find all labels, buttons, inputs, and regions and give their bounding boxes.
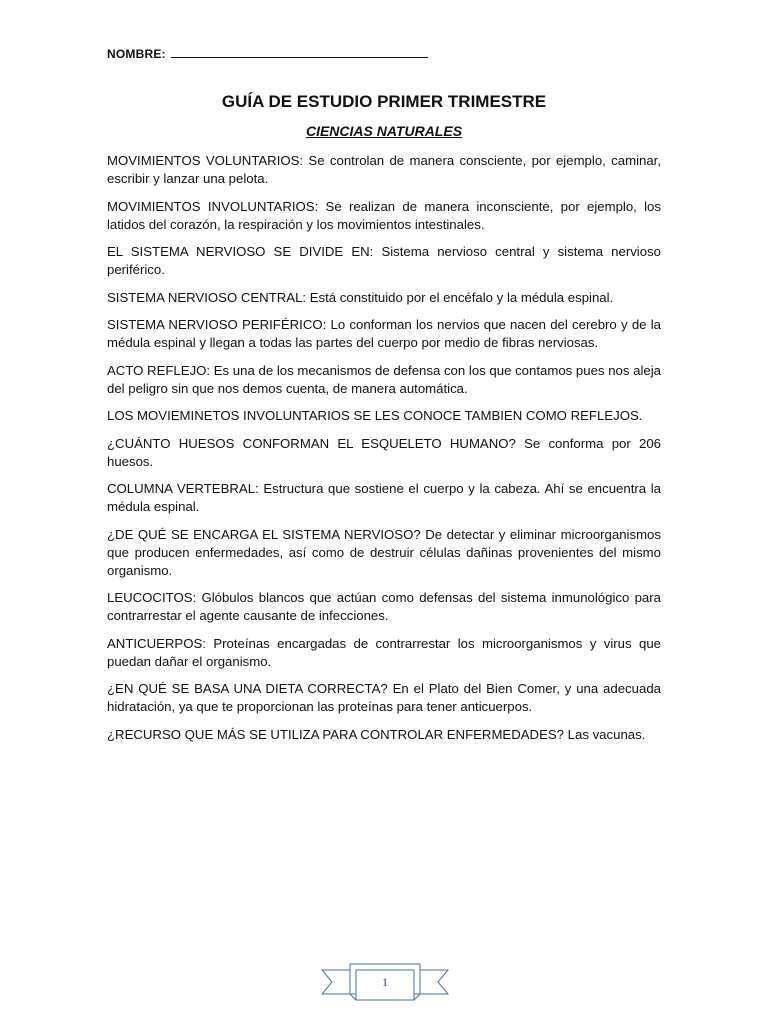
name-blank-line[interactable]: [171, 48, 428, 58]
paragraph: MOVIMIENTOS VOLUNTARIOS: Se controlan de manera consciente, por ejemplo, caminar, escribir y lanzar una pelota.: [107, 153, 661, 186]
paragraph: ¿CUÁNTO HUESOS CONFORMAN EL ESQUELETO HUMANO? Se conforma por 206 huesos.: [107, 435, 661, 469]
paragraph: SISTEMA NERVIOSO CENTRAL: Está constituido por el encéfalo y la médula espinal.: [107, 289, 614, 305]
page-number: 1: [382, 975, 388, 989]
paragraph: LOS MOVIEMINETOS INVOLUNTARIOS SE LES CONOCE TAMBIEN COMO REFLEJOS.: [107, 408, 643, 423]
paragraph: ACTO REFLEJO: Es una de los mecanismos de defensa con los que contamos pues nos aleja del peligro sin que nos demos cuenta, de manera automática.: [107, 362, 661, 396]
paragraph: MOVIMIENTOS INVOLUNTARIOS: Se realizan de manera inconsciente, por ejemplo, los latidos del corazón, la respiración y los movimientos intestinales.: [107, 198, 661, 232]
content: [107, 152, 661, 753]
paragraph: ¿EN QUÉ SE BASA UNA DIETA CORRECTA? En el Plato del Bien Comer, y una adecuada hidratación, ya que te proporcionan las proteínas para tener anticuerpos.: [107, 681, 661, 714]
paragraph: ¿DE QUÉ SE ENCARGA EL SISTEMA NERVIOSO? De detectar y eliminar microorganismos que producen enfermedades, así como de destruir células dañinas provenientes del mismo organismo.: [107, 526, 661, 578]
paragraph: COLUMNA VERTEBRAL: Estructura que sostiene el cuerpo y la cabeza. Ahí se encuentra la médula espinal.: [107, 481, 661, 514]
page-footer: [320, 960, 450, 1004]
paragraph: SISTEMA NERVIOSO PERIFÉRICO: Lo conforman los nervios que nacen del cerebro y de la médula espinal y llegan a todas las partes del cuerpo por medio de fibras nerviosas.: [107, 317, 661, 350]
name-label: NOMBRE:: [107, 47, 166, 61]
page-subtitle: CIENCIAS NATURALES: [305, 123, 463, 139]
name-field: [107, 47, 428, 61]
paragraph: EL SISTEMA NERVIOSO SE DIVIDE EN: Sistema nervioso central y sistema nervioso periférico.: [107, 244, 661, 277]
paragraph: LEUCOCITOS: Glóbulos blancos que actúan como defensas del sistema inmunológico para contrarrestar el agente causante de infecciones.: [107, 590, 661, 623]
paragraph: ANTICUERPOS: Proteínas encargadas de contrarrestar los microorganismos y virus que puedan dañar el organismo.: [107, 635, 661, 669]
paragraph: ¿RECURSO QUE MÁS SE UTILIZA PARA CONTROLAR ENFERMEDADES? Las vacunas.: [107, 726, 646, 742]
page-title: GUÍA DE ESTUDIO PRIMER TRIMESTRE: [221, 92, 547, 111]
